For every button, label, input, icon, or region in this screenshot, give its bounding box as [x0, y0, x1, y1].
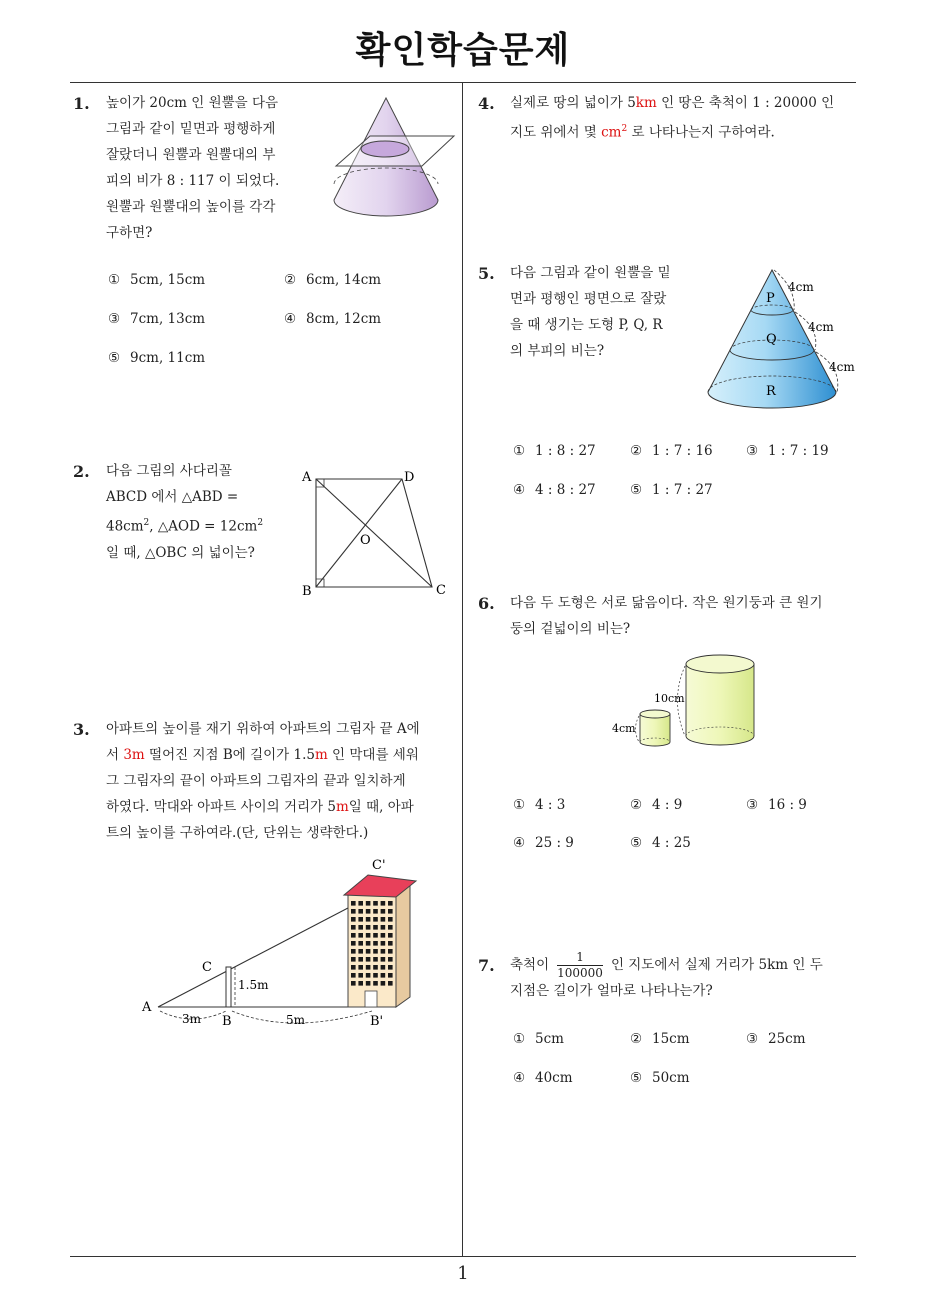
building-window [351, 933, 356, 938]
building-window [373, 925, 378, 930]
building-window [366, 981, 371, 986]
building-window [358, 949, 363, 954]
label-p: P [766, 291, 775, 306]
label-large-height: 10cm [654, 692, 685, 705]
q5-choice[interactable]: ① 1 : 8 : 27 [513, 443, 596, 459]
q7-line: 지점은 길이가 얼마로 나타나는가? [510, 983, 713, 999]
q6-text [510, 590, 860, 642]
building-window [388, 973, 393, 978]
building-window [381, 965, 386, 970]
q6-choice[interactable]: ⑤ 4 : 25 [630, 835, 691, 851]
building-window [388, 933, 393, 938]
building-window [351, 909, 356, 914]
q6-line: 둥의 겉넓이의 비는? [510, 621, 631, 637]
building-window [373, 973, 378, 978]
building-window [373, 909, 378, 914]
building-window [381, 917, 386, 922]
building-window [373, 933, 378, 938]
building-window [373, 917, 378, 922]
q7-choice[interactable]: ② 15cm [630, 1031, 690, 1047]
q7-line: 축척이 1 100000 인 지도에서 실제 거리가 5km 인 두 [510, 949, 823, 980]
column-divider [462, 83, 463, 1256]
q7-choice[interactable]: ⑤ 50cm [630, 1070, 690, 1086]
building-window [373, 901, 378, 906]
building-window [373, 965, 378, 970]
label-slant-1: 4cm [788, 280, 814, 294]
q3-text [106, 716, 458, 846]
building-window [388, 957, 393, 962]
label-b: B [222, 1014, 232, 1029]
building-window [381, 981, 386, 986]
q1-cone-figure [310, 92, 460, 228]
q3-line: 서 3m 떨어진 지점 B에 길이가 1.5m 인 막대를 세워 [106, 747, 419, 763]
label-stick-height: 1.5m [238, 978, 269, 992]
label-r: R [766, 384, 776, 399]
q4-line: 지도 위에서 몇 $cm^2$ 로 나타나는지 구하여라. [510, 124, 775, 141]
building-window [358, 909, 363, 914]
label-a: A [142, 1000, 152, 1015]
building-window [366, 949, 371, 954]
q2-line: 다음 그림의 사다리꼴 [106, 463, 232, 479]
q3-building-figure [140, 855, 430, 1035]
q5-text [510, 260, 696, 364]
label-c-prime: C' [372, 858, 386, 873]
building-window [351, 957, 356, 962]
page-title: 확인학습문제 [355, 30, 571, 71]
building-window [388, 981, 393, 986]
q1-line: 높이가 20cm 인 원뿔을 다음 [106, 95, 279, 111]
q6-number: 6. [478, 594, 495, 613]
building-window [366, 965, 371, 970]
building-window [366, 973, 371, 978]
q1-choice[interactable]: ④ 8cm, 12cm [284, 311, 382, 327]
building-window [373, 957, 378, 962]
label-a: A [302, 470, 312, 485]
building-window [381, 941, 386, 946]
q7-text [510, 946, 860, 1004]
q1-line: 원뿔과 원뿔대의 높이를 각각 [106, 199, 276, 215]
q1-line: 피의 비가 8 : 117 이 되었다. [106, 173, 280, 189]
label-distance-1: 3m [182, 1012, 202, 1026]
scale-fraction: 1 100000 [557, 949, 603, 980]
q1-number: 1. [73, 94, 90, 113]
page-number: 1 [457, 1263, 469, 1284]
building-window [366, 933, 371, 938]
q1-choice[interactable]: ① 5cm, 15cm [108, 272, 206, 288]
building-window [381, 973, 386, 978]
q5-choice[interactable]: ⑤ 1 : 7 : 27 [630, 482, 713, 498]
q5-choice[interactable]: ④ 4 : 8 : 27 [513, 482, 596, 498]
building-window [373, 981, 378, 986]
q7-number: 7. [478, 956, 495, 975]
q3-line: 하였다. 막대와 아파트 사이의 거리가 5m일 때, 아파 [106, 799, 414, 815]
building-window [351, 973, 356, 978]
building-window [358, 981, 363, 986]
label-slant-2: 4cm [808, 320, 834, 334]
q6-choice[interactable]: ③ 16 : 9 [746, 797, 807, 813]
label-b: B [302, 584, 312, 599]
label-slant-3: 4cm [829, 360, 855, 374]
building-window [388, 909, 393, 914]
label-b-prime: B' [370, 1014, 384, 1029]
q2-line: $48cm^2$, △AOD = $12cm^2$ [106, 518, 264, 535]
building-window [388, 949, 393, 954]
top-rule [70, 82, 856, 83]
q5-choice[interactable]: ② 1 : 7 : 16 [630, 443, 713, 459]
building-window [381, 949, 386, 954]
q5-line: 다음 그림과 같이 원뿔을 밑 [510, 265, 671, 281]
q5-line: 면과 평행인 평면으로 잘랐 [510, 291, 667, 307]
q3-line: 그 그림자의 끝이 아파트의 그림자의 끝과 일치하게 [106, 773, 406, 789]
q6-line: 다음 두 도형은 서로 닮음이다. 작은 원기둥과 큰 원기 [510, 595, 823, 611]
q3-number: 3. [73, 720, 90, 739]
q1-line: 구하면? [106, 225, 153, 241]
q7-choice[interactable]: ① 5cm [513, 1031, 564, 1047]
q1-choice[interactable]: ③ 7cm, 13cm [108, 311, 206, 327]
label-c: C [436, 583, 446, 598]
building-window [388, 917, 393, 922]
q1-line: 그림과 같이 밑면과 평행하게 [106, 121, 276, 137]
label-q: Q [766, 332, 777, 347]
building-window [388, 941, 393, 946]
q2-trapezoid-figure [298, 463, 458, 603]
building-window [388, 925, 393, 930]
building-window [366, 917, 371, 922]
q1-choice[interactable]: ⑤ 9cm, 11cm [108, 350, 206, 366]
building-window [351, 941, 356, 946]
building-window [381, 957, 386, 962]
label-d: D [404, 470, 415, 485]
building-window [381, 925, 386, 930]
q5-number: 5. [478, 264, 495, 283]
bottom-rule [70, 1256, 856, 1257]
building-window [373, 941, 378, 946]
building-window [358, 965, 363, 970]
building-window [388, 901, 393, 906]
label-o: O [360, 533, 371, 548]
q1-text [106, 90, 298, 246]
q7-choice[interactable]: ③ 25cm [746, 1031, 806, 1047]
building-window [358, 925, 363, 930]
q7-choice[interactable]: ④ 40cm [513, 1070, 573, 1086]
q4-text [510, 90, 860, 146]
q3-line: 아파트의 높이를 재기 위하여 아파트의 그림자 끝 A에 [106, 721, 420, 737]
q5-choice[interactable]: ③ 1 : 7 : 19 [746, 443, 829, 459]
building-window [366, 941, 371, 946]
building-window [358, 957, 363, 962]
building-window [388, 965, 393, 970]
q5-cone-figure [700, 264, 870, 414]
q3-line: 트의 높이를 구하여라.(단, 단위는 생략한다.) [106, 825, 369, 841]
label-small-height: 4cm [612, 722, 636, 735]
q5-line: 을 때 생기는 도형 P, Q, R [510, 317, 663, 333]
q6-choice[interactable]: ④ 25 : 9 [513, 835, 574, 851]
label-c: C [202, 960, 212, 975]
q2-text [106, 458, 282, 566]
q2-line: 일 때, △OBC 의 넓이는? [106, 544, 255, 561]
building-window [358, 973, 363, 978]
building-window [351, 949, 356, 954]
building-window [358, 933, 363, 938]
building-window [351, 901, 356, 906]
building-window [351, 981, 356, 986]
building-window [366, 957, 371, 962]
building-window [381, 909, 386, 914]
building-window [366, 909, 371, 914]
q4-number: 4. [478, 94, 495, 113]
q2-line: ABCD 에서 △ABD = [106, 489, 239, 505]
building-window [381, 933, 386, 938]
building-window [358, 941, 363, 946]
q1-choice[interactable]: ② 6cm, 14cm [284, 272, 382, 288]
q4-line: 실제로 땅의 넓이가 5km 인 땅은 축척이 1 : 20000 인 [510, 95, 835, 111]
q6-choice[interactable]: ① 4 : 3 [513, 797, 566, 813]
q5-line: 의 부피의 비는? [510, 343, 605, 359]
building-window [351, 925, 356, 930]
building-window [351, 965, 356, 970]
building-window [358, 917, 363, 922]
building-window [358, 901, 363, 906]
building-window [351, 917, 356, 922]
q6-choice[interactable]: ② 4 : 9 [630, 797, 683, 813]
building-window [366, 901, 371, 906]
building-window [366, 925, 371, 930]
q2-number: 2. [73, 462, 90, 481]
q1-line: 잘랐더니 원뿔과 원뿔대의 부 [106, 147, 276, 163]
building-window [381, 901, 386, 906]
q6-cylinders-figure [610, 650, 760, 750]
building-window [373, 949, 378, 954]
label-distance-2: 5m [286, 1013, 306, 1027]
